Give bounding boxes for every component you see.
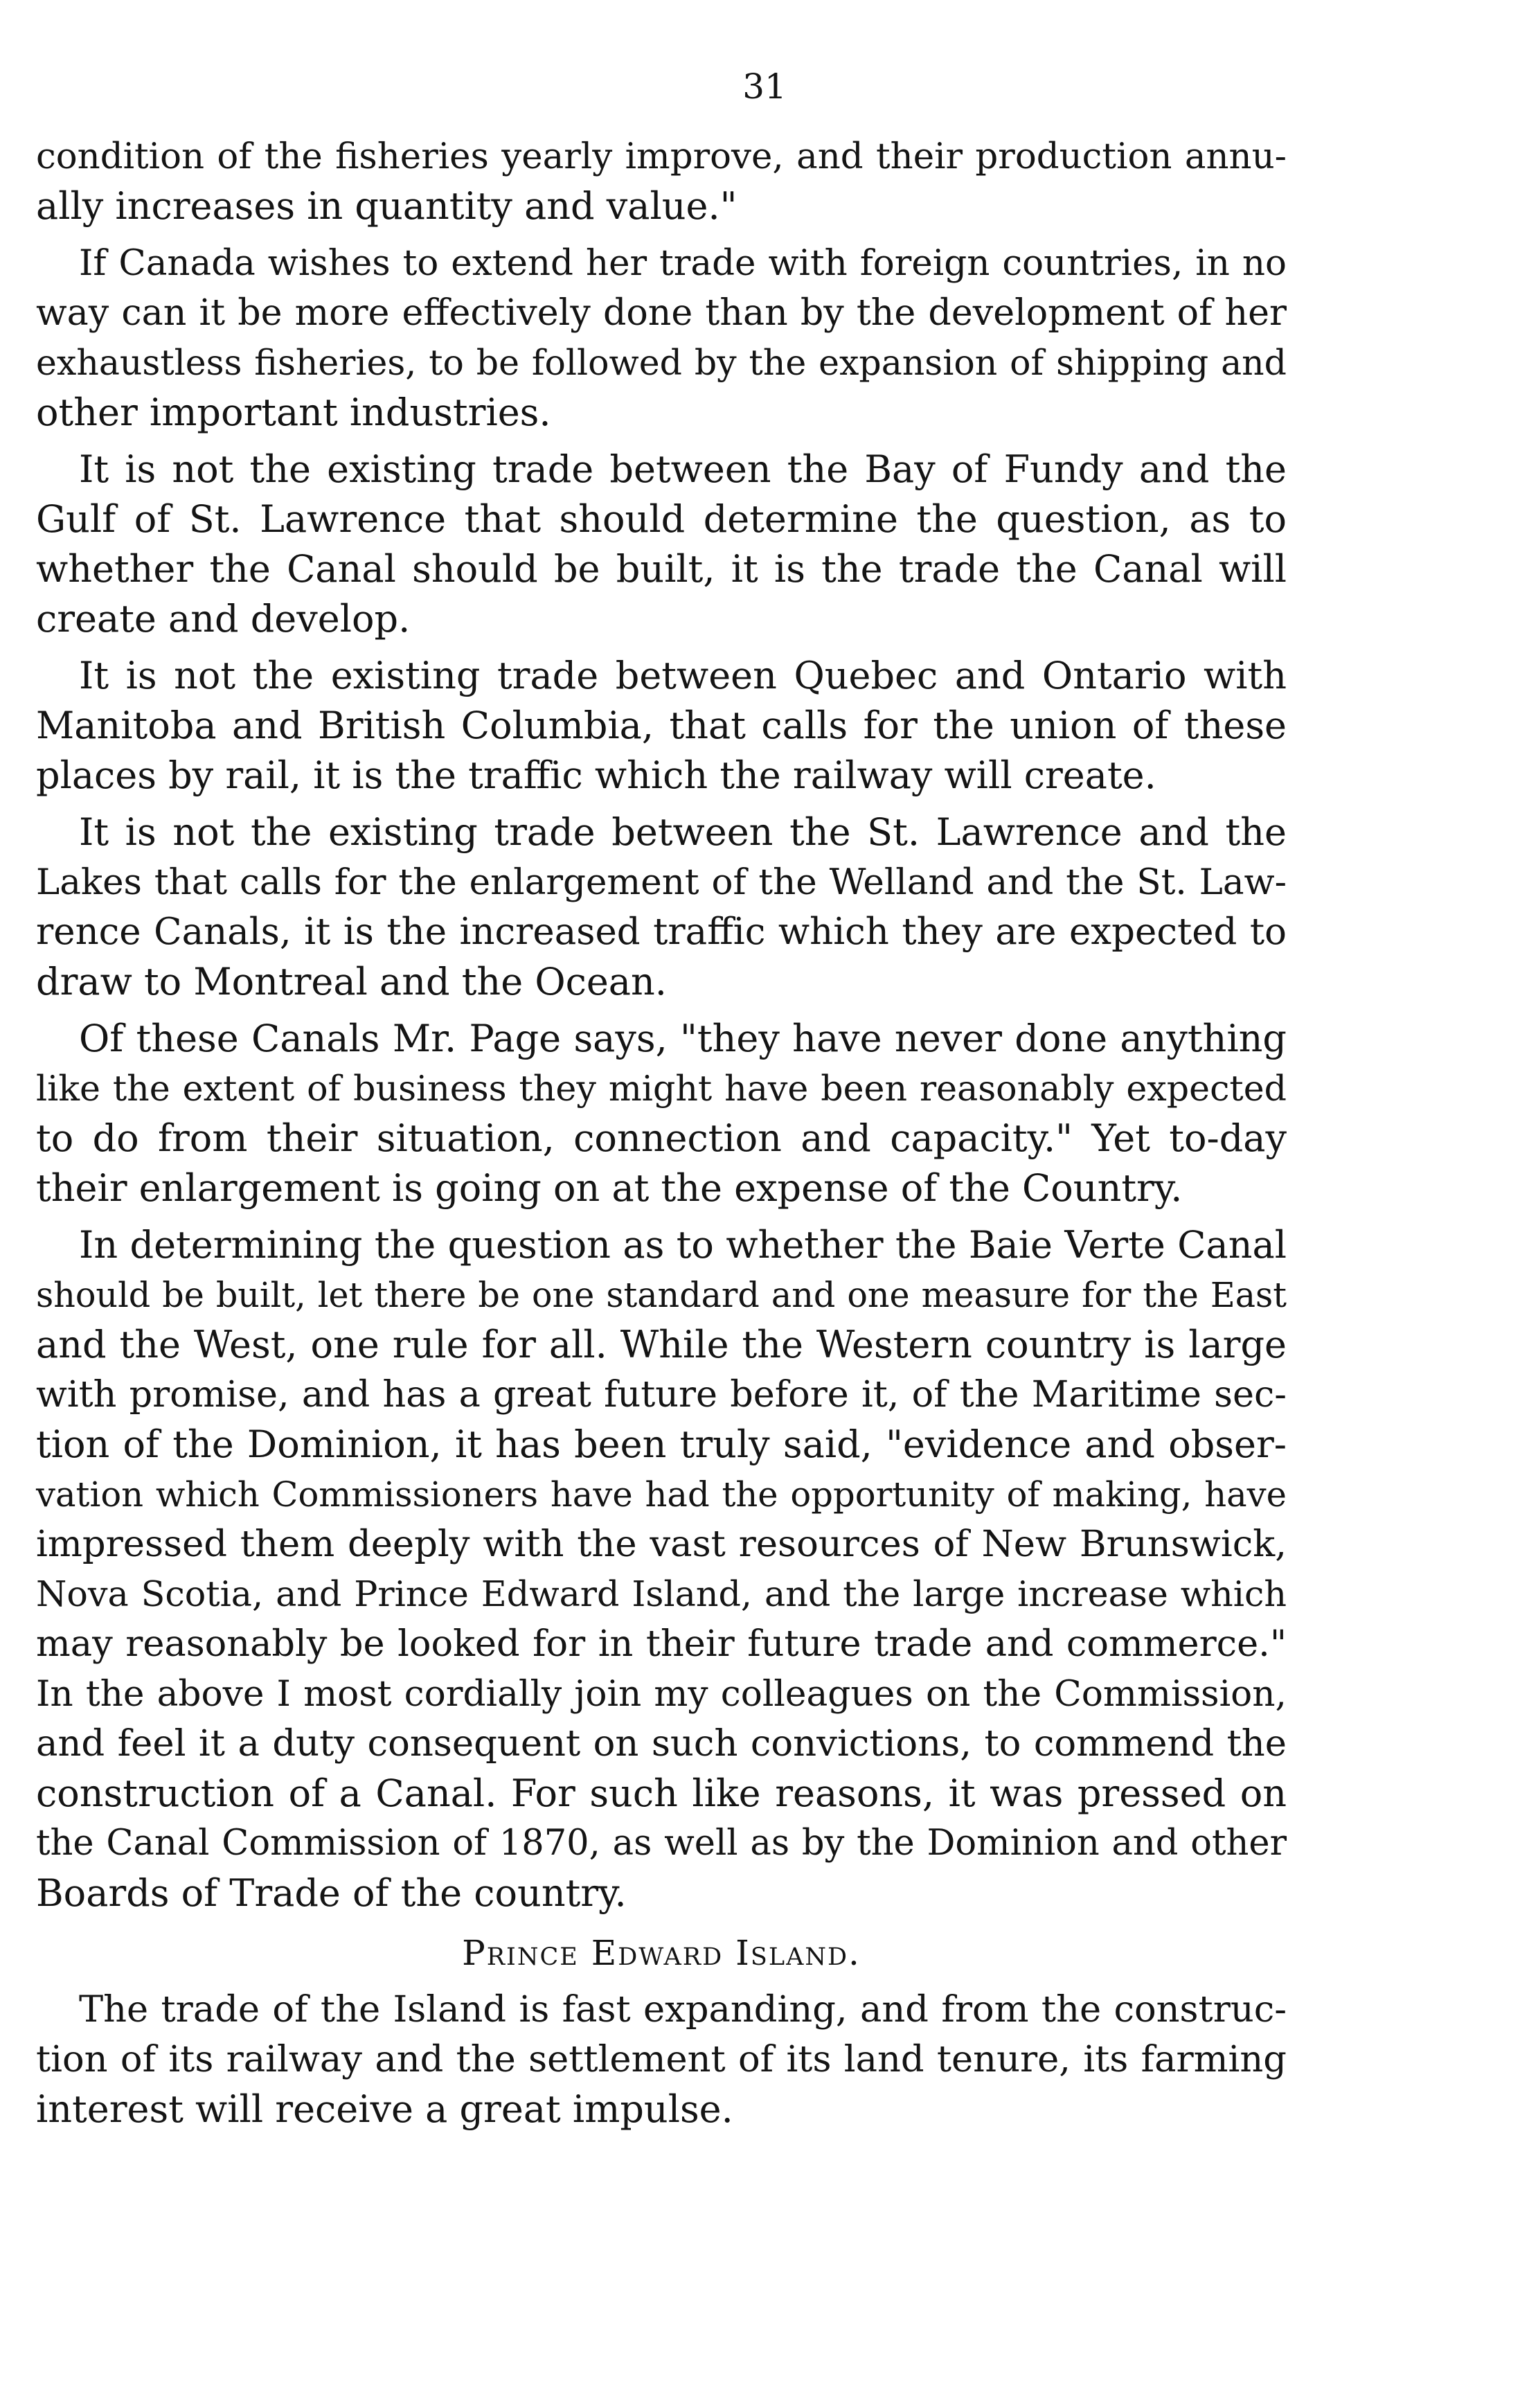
paragraph-1 bbox=[36, 132, 1287, 231]
paragraph-final bbox=[36, 1985, 1287, 2134]
text-line: Nova Scotia, and Prince Edward Island, and the large increase which bbox=[36, 1573, 1287, 1614]
text-line: In the above I most cordially join my colleagues on the Commission, bbox=[36, 1673, 1287, 1715]
text-line: In determining the question as to whether the Baie Verte Canal bbox=[79, 1223, 1287, 1267]
paragraph-6 bbox=[36, 1014, 1287, 1213]
text-line: whether the Canal should be built, it is the trade the Canal will bbox=[36, 547, 1287, 591]
text-line: interest will receive a great impulse. bbox=[36, 2087, 733, 2131]
text-line: Gulf of St. Lawrence that should determine the question, as to bbox=[36, 497, 1287, 541]
text-line: construction of a Canal. For such like reasons, it was pressed on bbox=[36, 1772, 1287, 1815]
text-line: draw to Montreal and the Ocean. bbox=[36, 960, 667, 1004]
text-line: Lakes that calls for the enlargement of the Welland and the St. Law- bbox=[36, 862, 1287, 903]
paragraph-5 bbox=[36, 808, 1287, 1007]
text-line: way can it be more effectively done than by the development of her bbox=[36, 292, 1287, 334]
text-line: may reasonably be looked for in their future trade and commerce." bbox=[36, 1623, 1287, 1665]
text-line: ally increases in quantity and value." bbox=[36, 184, 737, 228]
text-line: tion of the Dominion, it has been truly said, "evidence and obser- bbox=[36, 1422, 1287, 1466]
text-line: It is not the existing trade between the Bay of Fundy and the bbox=[79, 447, 1287, 491]
text-line: rence Canals, it is the increased traffic which they are expected to bbox=[36, 911, 1287, 953]
text-line: If Canada wishes to extend her trade with foreign countries, in no bbox=[79, 242, 1287, 284]
text-line: impressed them deeply with the vast resources of New Brunswick, bbox=[36, 1523, 1287, 1565]
paragraph-4 bbox=[36, 651, 1287, 801]
text-line: places by rail, it is the traffic which the railway will create. bbox=[36, 753, 1156, 797]
text-line: It is not the existing trade between Quebec and Ontario with bbox=[79, 654, 1287, 697]
text-line: should be built, let there be one standard and one measure for the East bbox=[36, 1275, 1287, 1315]
text-line: their enlargement is going on at the expense of the Country. bbox=[36, 1166, 1183, 1210]
text-line: and feel it a duty consequent on such convictions, to commend the bbox=[36, 1722, 1287, 1765]
paragraph-3 bbox=[36, 445, 1287, 644]
text-line: tion of its railway and the settlement of its land tenure, its farming bbox=[36, 2038, 1287, 2080]
text-line: It is not the existing trade between the St. Lawrence and the bbox=[79, 810, 1287, 854]
text-line: other important industries. bbox=[36, 391, 551, 434]
text-line: the Canal Commission of 1870, as well as by the Dominion and other bbox=[36, 1823, 1287, 1864]
body-text bbox=[36, 132, 1287, 2134]
text-line: Of these Canals Mr. Page says, "they have never done anything bbox=[79, 1017, 1287, 1060]
text-line: to do from their situation, connection and capacity." Yet to-day bbox=[36, 1116, 1287, 1160]
text-line: Boards of Trade of the country. bbox=[36, 1871, 627, 1915]
text-line: condition of the fisheries yearly improve, and their production annu- bbox=[36, 136, 1287, 177]
text-line: Manitoba and British Columbia, that calls for the union of these bbox=[36, 704, 1287, 747]
text-line: exhaustless fisheries, to be followed by the expansion of shipping and bbox=[36, 342, 1287, 383]
text-line: and the West, one rule for all. While the Western country is large bbox=[36, 1323, 1287, 1366]
paragraph-2 bbox=[36, 238, 1287, 438]
text-line: vation which Commissioners have had the opportunity of making, have bbox=[36, 1474, 1287, 1515]
page-number: 31 bbox=[742, 66, 787, 107]
text-line: The trade of the Island is fast expanding, and from the construc- bbox=[79, 1988, 1287, 2031]
paragraph-7 bbox=[36, 1220, 1287, 1918]
text-line: create and develop. bbox=[36, 597, 411, 641]
text-line: like the extent of business they might have been reasonably expected bbox=[36, 1068, 1287, 1109]
section-heading: Prince Edward Island. bbox=[462, 1933, 861, 1973]
text-line: with promise, and has a great future before it, of the Maritime sec- bbox=[36, 1373, 1287, 1416]
